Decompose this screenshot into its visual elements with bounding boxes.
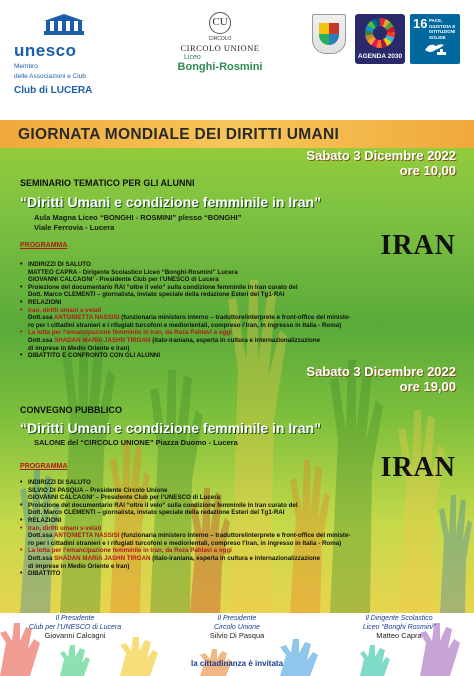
list-item: Dott.ssa ANTONIETTA NASSISI (funzionaria ministero interno – traduttore/interprete e front-office del ministe- [28,314,351,322]
signature-name: Silvio Di Pasqua [209,631,265,640]
sdg16-number: 16 [413,16,428,31]
sdg-wheel-icon [365,18,395,48]
event2-datetime [306,364,456,394]
unesco-temple-icon [44,14,84,36]
list-item: • RELAZIONI [20,517,460,525]
list-item: SILVIO DI PASQUA – Presidente Circolo Unione [28,486,168,494]
list-item: • INDIRIZZI DI SALUTO [20,261,460,269]
sdg16-text: PACE, GIUSTIZIA E ISTITUZIONI SOLIDE [429,18,456,40]
event1-venue-line1: Aula Magna Liceo “BONGHI - ROSMINI” plesso “BONGHI” [34,213,242,222]
list-item: MATTEO CAPRA - Dirigente Scolastico Liceo “Bonghi-Rosmini” Lucera [28,268,238,276]
circolo-unione-logo [170,12,270,53]
event1-date: Sabato 3 Dicembre 2022 [306,148,456,163]
circolo-small-label: CIRCOLO [208,36,232,42]
speaker-name: ANTONIETTA NASSISI [53,314,120,322]
unesco-wordmark: unesco [14,41,77,60]
event1-label: SEMINARIO TEMATICO PER GLI ALUNNI [20,178,195,188]
list-item: • DIBATTITO E CONFRONTO CON GLI ALUNNI [20,352,460,360]
liceo-logo [170,54,270,73]
list-item: • La lotta per l’emancipazione femminile in Iran, da Reza Pahlavi a oggi [20,547,460,555]
event2-iran-logo: IRAN [380,452,456,483]
list-item: ro per i cittadini stranieri e i rifugiati turcofoni e mediorientali, compreso l’Iran, in ingresso in Italia - Roma) [28,539,342,547]
event1-programma: PROGRAMMA [20,242,68,249]
event1-time: ore 10,00 [399,163,456,178]
circolo-name: CIRCOLO UNIONE [180,43,260,53]
list-item: Dott. Marco CLEMENTI – giornalista, inviato speciale della redazione Esteri del Tg1-RAI [28,509,285,517]
signature-name: Giovanni Calcagni [44,631,106,640]
list-item: GIOVANNI CALCAGNI’ - Presidente Club per l’UNESCO di Lucera [28,276,219,284]
footer [0,613,474,676]
signature-unesco: Il Presidente Club per l’UNESCO di Lucera Giovanni Calcagni [10,615,140,641]
list-item: Dott.ssa SHADAN MARIA JASHN TIRGAN (italo-iraniana, esperta in cultura e internazionalizzazione [28,336,321,344]
speaker-name: SHADAN MARIA JASHN TIRGAN [54,554,151,562]
list-item: • Iran, diritti umani s-velati [20,307,460,315]
list-item: di imprese in Medio Oriente e Iran) [28,344,130,352]
liceo-name: Bonghi-Rosmini [177,61,263,73]
header [0,0,474,120]
signature-name: Matteo Capra [376,631,422,640]
list-item: GIOVANNI CALCAGNI’ – Presidente Club per l’UNESCO di Lucera [28,494,221,502]
main-panel [0,120,474,613]
event1-title: “Diritti Umani e condizione femminile in Iran” [20,194,322,210]
event2-programma: PROGRAMMA [20,463,68,470]
list-item: • Proiezione del documentario RAI “oltre il velo” sulla condizione femminile in Iran curato del [20,284,460,292]
event1-venue [34,213,242,233]
event1-program-list [20,261,460,360]
signature-circolo: Il Presidente Circolo Unione Silvio Di Pasqua [172,615,302,641]
list-item: • Iran, diritti umani s-velati [20,525,460,533]
list-item: • Proiezione del documentario RAI “oltre il velo” sulla condizione femminile in Iran curato del [20,502,460,510]
agenda-2030-label: AGENDA 2030 [357,53,403,60]
speaker-name: SHADAN MARIA JASHN TIRGAN [54,336,151,344]
list-item: • INDIRIZZI DI SALUTO [20,479,460,487]
speaker-name: ANTONIETTA NASSISI [53,532,120,540]
event2-label: CONVEGNO PUBBLICO [20,405,123,415]
unesco-associazioni: delle Associazioni e Club [14,73,86,80]
event2-venue: SALONE del “CIRCOLO UNIONE” Piazza Duomo - Lucera [34,438,238,447]
event2-program-list [20,479,460,578]
event2-time: ore 19,00 [399,379,456,394]
invitation-line: la cittadinanza è invitata [190,659,284,668]
unesco-club-name: Club di LUCERA [14,85,93,96]
event2-title: “Diritti Umani e condizione femminile in Iran” [20,420,322,436]
title-banner [0,120,474,148]
lucera-crest-icon [312,14,346,54]
list-item: Dott.ssa SHADAN MARIA JASHN TIRGAN (italo-iraniana, esperta in cultura e internazionalizzazione [28,554,321,562]
circolo-monogram-icon: CU [209,12,231,34]
list-item: di imprese in Medio Oriente e Iran) [28,562,130,570]
sdg16-logo [410,14,460,64]
unesco-membro: Membro [14,63,38,70]
event1-venue-line2: Viale Ferrovia - Lucera [34,223,115,232]
event2-date: Sabato 3 Dicembre 2022 [306,364,456,379]
list-item: • RELAZIONI [20,299,460,307]
list-item: • La lotta per l’emancipazione femminile in Iran, da Reza Pahlavi a oggi [20,329,460,337]
event-title: GIORNATA MONDIALE DEI DIRITTI UMANI [18,126,340,143]
event1-iran-logo: IRAN [380,230,456,261]
list-item: Dott.ssa ANTONIETTA NASSISI (funzionaria ministero interno – traduttore/interprete e front-office del ministe- [28,532,351,540]
event1-datetime [306,148,456,178]
list-item: Dott. Marco CLEMENTI – giornalista, inviato speciale della redazione Esteri del Tg1-RAI [28,291,285,299]
agenda-2030-logo [355,14,405,64]
liceo-small-label: Liceo [184,54,201,61]
list-item: • DIBATTITO [20,570,460,578]
dove-gavel-icon [422,40,448,58]
list-item: ro per i cittadini stranieri e i rifugiati turcofoni e mediorientali, compreso l’Iran, in ingresso in Italia - Roma) [28,321,342,329]
unesco-logo [14,14,124,96]
signature-liceo: Il Dirigente Scolastico Liceo “Bonghi Rosmini” Matteo Capra [334,615,464,641]
